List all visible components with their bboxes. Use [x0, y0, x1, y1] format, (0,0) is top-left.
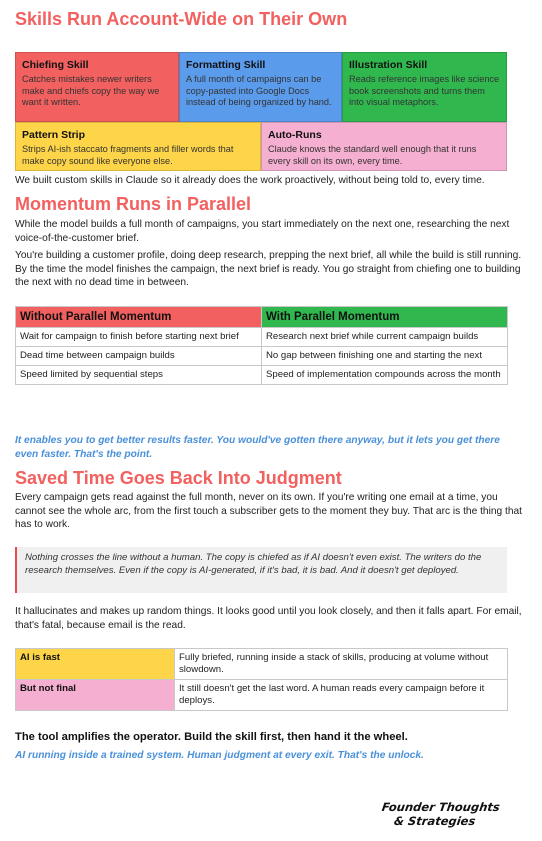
momentum-heading: Momentum Runs in Parallel: [15, 194, 252, 214]
skill-title: Illustration Skill: [349, 59, 428, 71]
table-cell: Fully briefed, running inside a stack of skills, producing at volume without slowdown.: [175, 649, 508, 680]
ai-speed-table: [15, 648, 508, 711]
closing-highlight: AI running inside a trained system. Human judgment at every exit. That's the unlock.: [15, 750, 424, 761]
skill-card-pattern-strip: [15, 122, 261, 171]
skill-title: Pattern Strip: [22, 129, 86, 141]
skill-title: Formatting Skill: [186, 59, 266, 71]
table-row: [16, 347, 508, 366]
judgment-quote: Nothing crosses the line without a human. The copy is chiefed as if AI doesn't even exist. The writers do the research themselves. Even if the copy is AI-generated, if it's bad, it is bad. And it doesn't get deployed.: [15, 547, 507, 593]
skill-desc: Claude knows the standard well enough that it runs every skill on its own, every time.: [268, 144, 477, 166]
judgment-heading: Saved Time Goes Back Into Judgment: [15, 468, 342, 488]
logo-line-2: & Strategies: [393, 814, 477, 828]
skills-caption: We built custom skills in Claude so it already does the work proactively, without being told to, every time.: [15, 175, 485, 186]
table-cell: No gap between finishing one and starting the next: [262, 347, 508, 366]
skill-title: Chiefing Skill: [22, 59, 89, 71]
table-row: [16, 328, 508, 347]
founder-thoughts-logo: [379, 800, 501, 828]
skill-desc: A full month of campaigns can be copy-pasted into Google Docs instead of being organized by hand.: [186, 74, 332, 107]
skill-card-illustration: [342, 52, 507, 122]
judgment-paragraph-1: Every campaign gets read against the full month, never on its own. If you're writing one email at a time, you cannot see the whole arc, from the first touch a subscriber gets to the moment they buy. That arc is the thing that has to work.: [15, 492, 522, 530]
table-label-fast: AI is fast: [16, 649, 175, 680]
momentum-paragraph-2: You're building a customer profile, doing deep research, prepping the next brief, all while the build is still running. By the time the model finishes the campaign, the next brief is ready. You go straight from chiefing one to building the next with no dead time in between.: [15, 250, 522, 288]
table-row: [16, 366, 508, 385]
skill-desc: Strips AI-ish staccato fragments and filler words that make copy sound like everyone else.: [22, 144, 234, 166]
logo-line-1: Founder Thoughts: [381, 800, 501, 814]
momentum-paragraph-1: While the model builds a full month of campaigns, you start immediately on the next one, researching the next voice-of-the-customer brief.: [15, 219, 510, 244]
skill-desc: Catches mistakes newer writers make and chiefs copy the way we want it written.: [22, 74, 160, 107]
table-header-with: With Parallel Momentum: [262, 307, 508, 328]
judgment-paragraph-2: It hallucinates and makes up random things. It looks good until you look closely, and then it falls apart. For email, that's fatal, because email is the read.: [15, 606, 522, 631]
momentum-highlight: It enables you to get better results faster. You would've gotten there anyway, but it lets you get there even faster. That's the point.: [15, 435, 500, 460]
table-cell: Wait for campaign to finish before starting next brief: [16, 328, 262, 347]
momentum-comparison-table: [15, 306, 508, 385]
table-cell: Speed limited by sequential steps: [16, 366, 262, 385]
page-title: Skills Run Account-Wide on Their Own: [15, 9, 348, 29]
table-row: [16, 649, 508, 680]
skill-card-formatting: [179, 52, 342, 122]
table-row: [16, 680, 508, 711]
skill-title: Auto-Runs: [268, 129, 322, 141]
table-cell: Dead time between campaign builds: [16, 347, 262, 366]
table-header-without: Without Parallel Momentum: [16, 307, 262, 328]
table-cell: Speed of implementation compounds across the month: [262, 366, 508, 385]
skill-card-chiefing: [15, 52, 179, 122]
table-cell: It still doesn't get the last word. A human reads every campaign before it deploys.: [175, 680, 508, 711]
table-cell: Research next brief while current campaign builds: [262, 328, 508, 347]
skill-desc: Reads reference images like science book screenshots and turns them into visual metaphors.: [349, 74, 500, 107]
closing-bold: The tool amplifies the operator. Build the skill first, then hand it the wheel.: [15, 731, 408, 743]
skill-card-auto-runs: [261, 122, 507, 171]
table-label-not-final: But not final: [16, 680, 175, 711]
